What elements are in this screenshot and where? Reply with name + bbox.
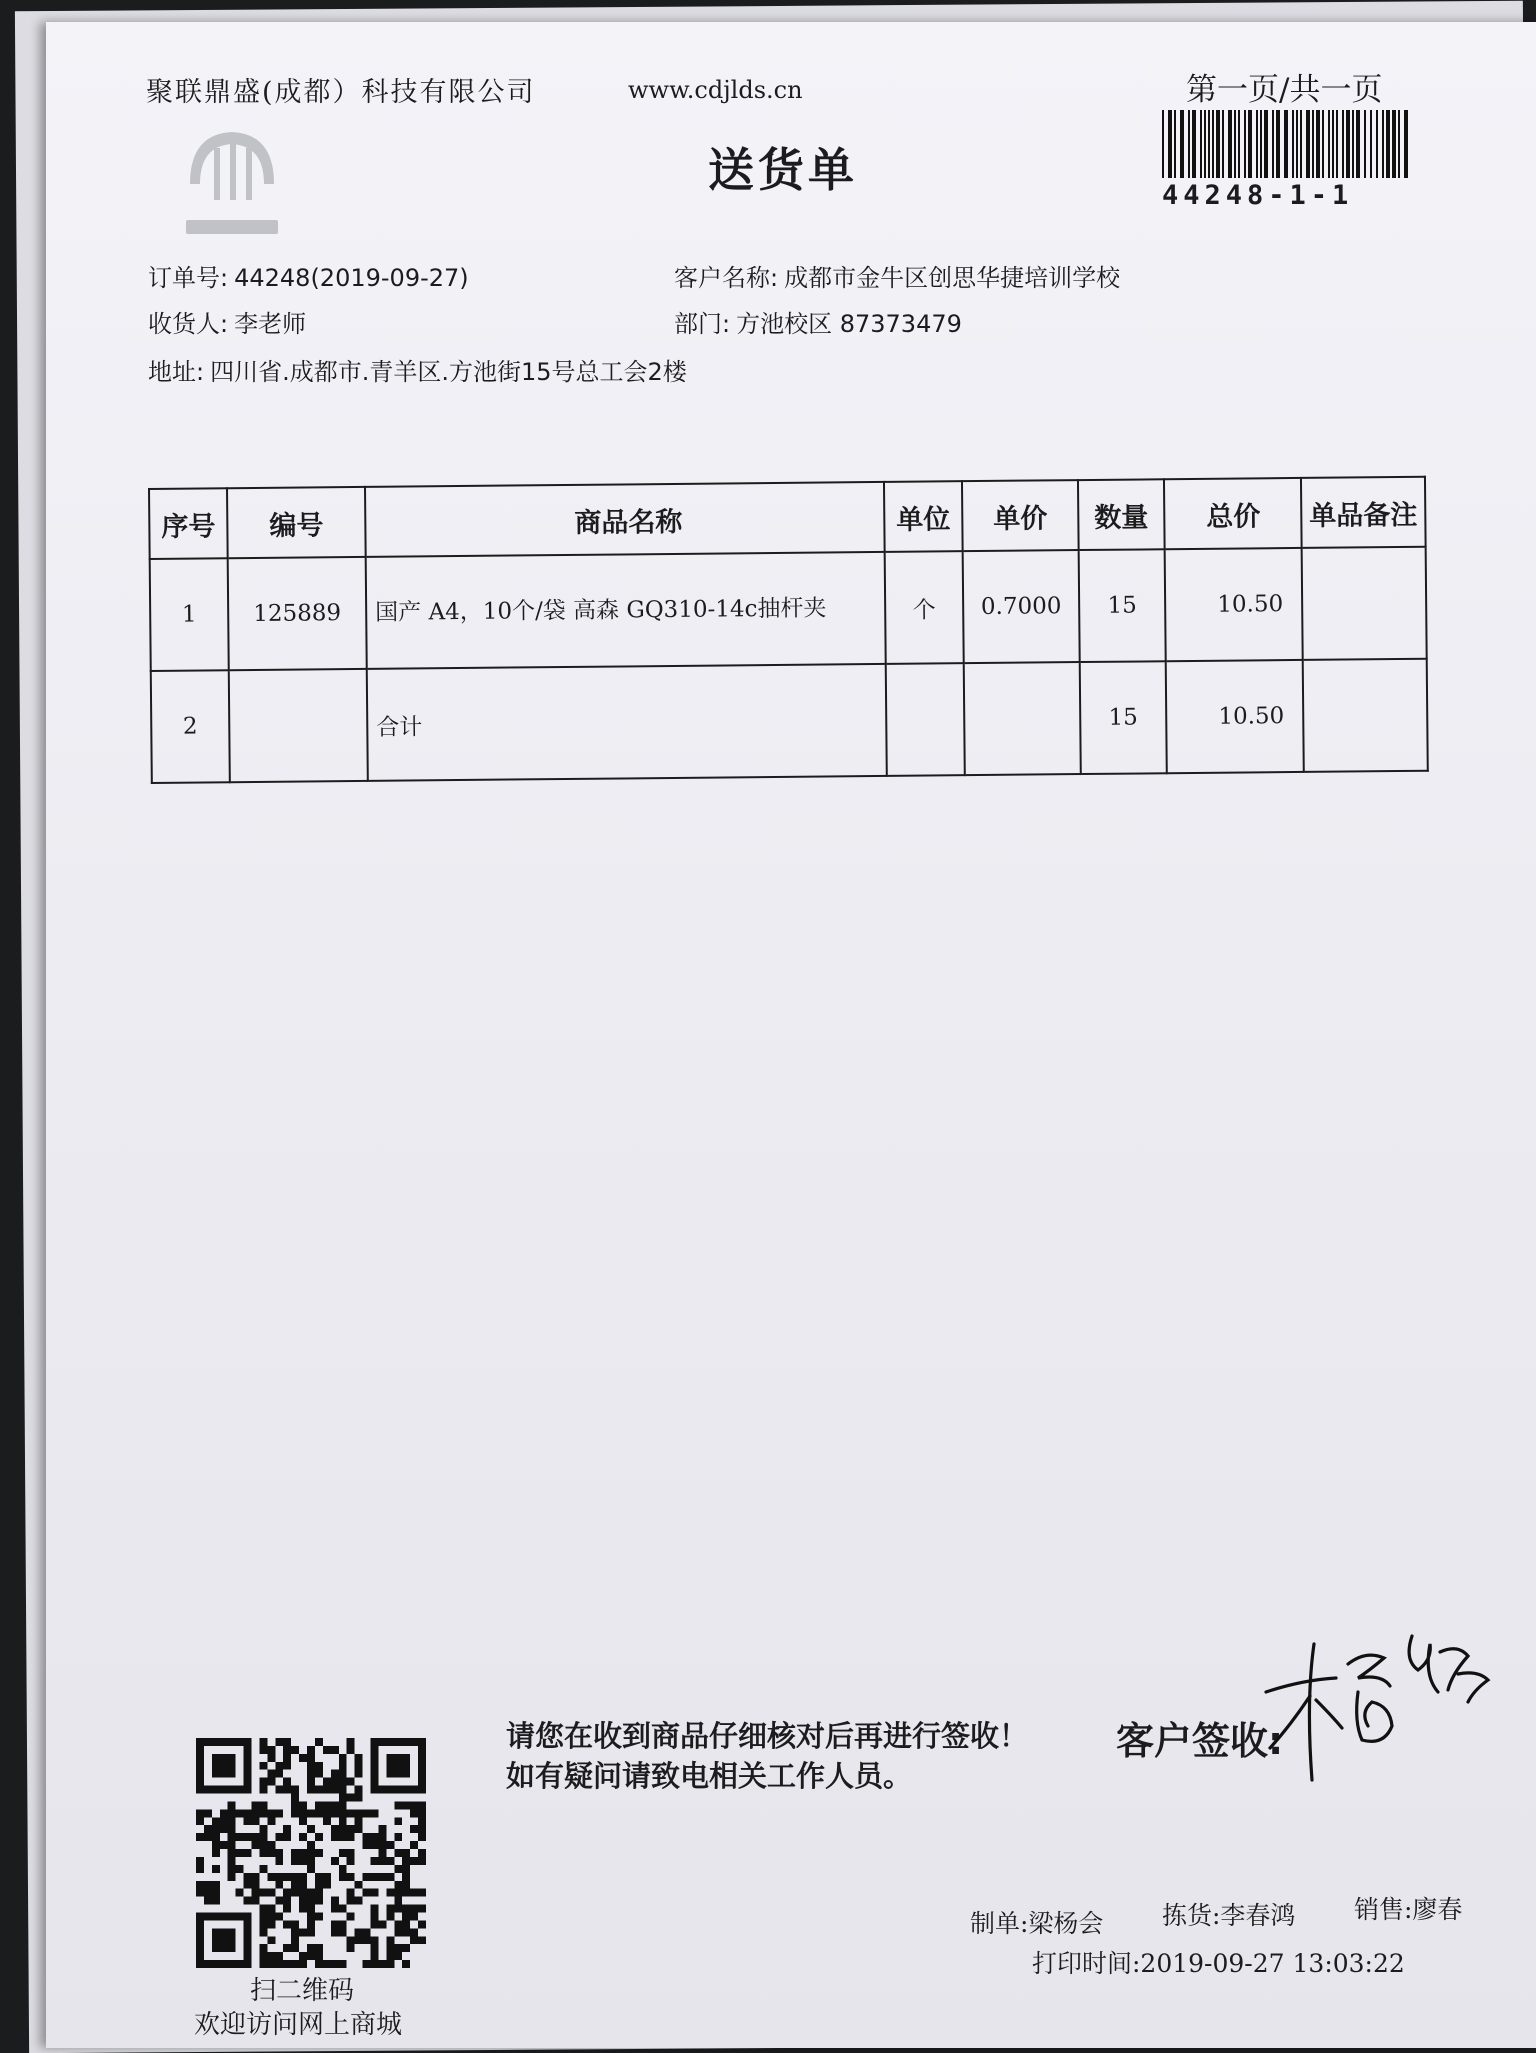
row-total: 10.50 — [1166, 660, 1304, 773]
row-unit — [886, 663, 965, 776]
company-website: www.cdjlds.cn — [628, 76, 803, 104]
customer-name-value: 成都市金牛区创思华捷培训学校 — [784, 264, 1121, 292]
header-total: 总价 — [1164, 478, 1302, 549]
picker: 拣货:李春鸿 — [1162, 1901, 1296, 1930]
row-product-name: 合计 — [367, 664, 887, 781]
page-indicator: 第一页/共一页 — [1186, 72, 1383, 108]
header-seq: 序号 — [149, 488, 228, 559]
address-field — [148, 352, 687, 387]
row-unit-price — [964, 662, 1081, 775]
department-field — [674, 304, 962, 339]
sales-person: 销售:廖春 — [1354, 1895, 1463, 1924]
header-unit-price: 单价 — [962, 480, 1079, 551]
row-code — [229, 669, 368, 782]
receipt-notice: 请您在收到商品仔细核对后再进行签收！如有疑问请致电相关工作人员。 — [506, 1719, 1029, 1793]
receiver-field — [148, 304, 306, 339]
header-unit: 单位 — [884, 481, 963, 552]
order-number-field — [148, 258, 469, 293]
department-label: 部门: — [674, 310, 731, 338]
row-remark — [1302, 547, 1427, 660]
address-value: 四川省.成都市.青羊区.方池街15号总工会2楼 — [210, 358, 687, 386]
header-quantity: 数量 — [1078, 479, 1165, 550]
receiver-value: 李老师 — [234, 310, 307, 338]
barcode-icon — [1160, 110, 1414, 178]
barcode-number: 44248-1-1 — [1162, 180, 1354, 211]
row-remark — [1303, 659, 1428, 772]
order-number-label: 订单号: — [148, 264, 229, 292]
customer-name-field — [674, 258, 1120, 293]
row-product-name: 国产 A4，10个/袋 高森 GQ310-14c抽杆夹 — [366, 552, 886, 669]
row-code: 125889 — [228, 557, 367, 670]
handwritten-signature-icon — [1262, 1630, 1494, 1800]
document-title: 送货单 — [708, 143, 858, 197]
header-remark: 单品备注 — [1301, 477, 1426, 548]
qr-caption-scan: 扫二维码 — [250, 1976, 355, 2006]
address-label: 地址: — [148, 358, 205, 386]
customer-signature-label: 客户签收: — [1116, 1719, 1284, 1763]
qr-caption-mall: 欢迎访问网上商城 — [194, 2010, 403, 2040]
row-quantity: 15 — [1080, 661, 1167, 774]
row-unit-price: 0.7000 — [963, 550, 1080, 663]
row-total: 10.50 — [1165, 548, 1303, 661]
order-number-value: 44248(2019-09-27) — [234, 264, 469, 292]
row-seq: 2 — [151, 670, 230, 783]
row-unit: 个 — [885, 551, 964, 664]
header-product-name: 商品名称 — [365, 482, 885, 557]
table-row — [150, 547, 1427, 671]
customer-name-label: 客户名称: — [674, 264, 779, 292]
qr-code-icon — [196, 1738, 426, 1968]
table-header-row — [149, 477, 1426, 559]
row-seq: 1 — [150, 558, 229, 671]
print-time: 打印时间:2019-09-27 13:03:22 — [1032, 1949, 1405, 1978]
items-table — [148, 476, 1429, 784]
receiver-label: 收货人: — [148, 310, 229, 338]
company-name: 聚联鼎盛(成都）科技有限公司 — [146, 77, 536, 108]
table-row — [151, 659, 1428, 783]
department-value: 方池校区 87373479 — [736, 310, 962, 338]
header-code: 编号 — [227, 487, 366, 558]
row-quantity: 15 — [1079, 549, 1166, 662]
company-logo-icon — [180, 124, 284, 244]
maker: 制单:梁杨会 — [970, 1909, 1104, 1938]
